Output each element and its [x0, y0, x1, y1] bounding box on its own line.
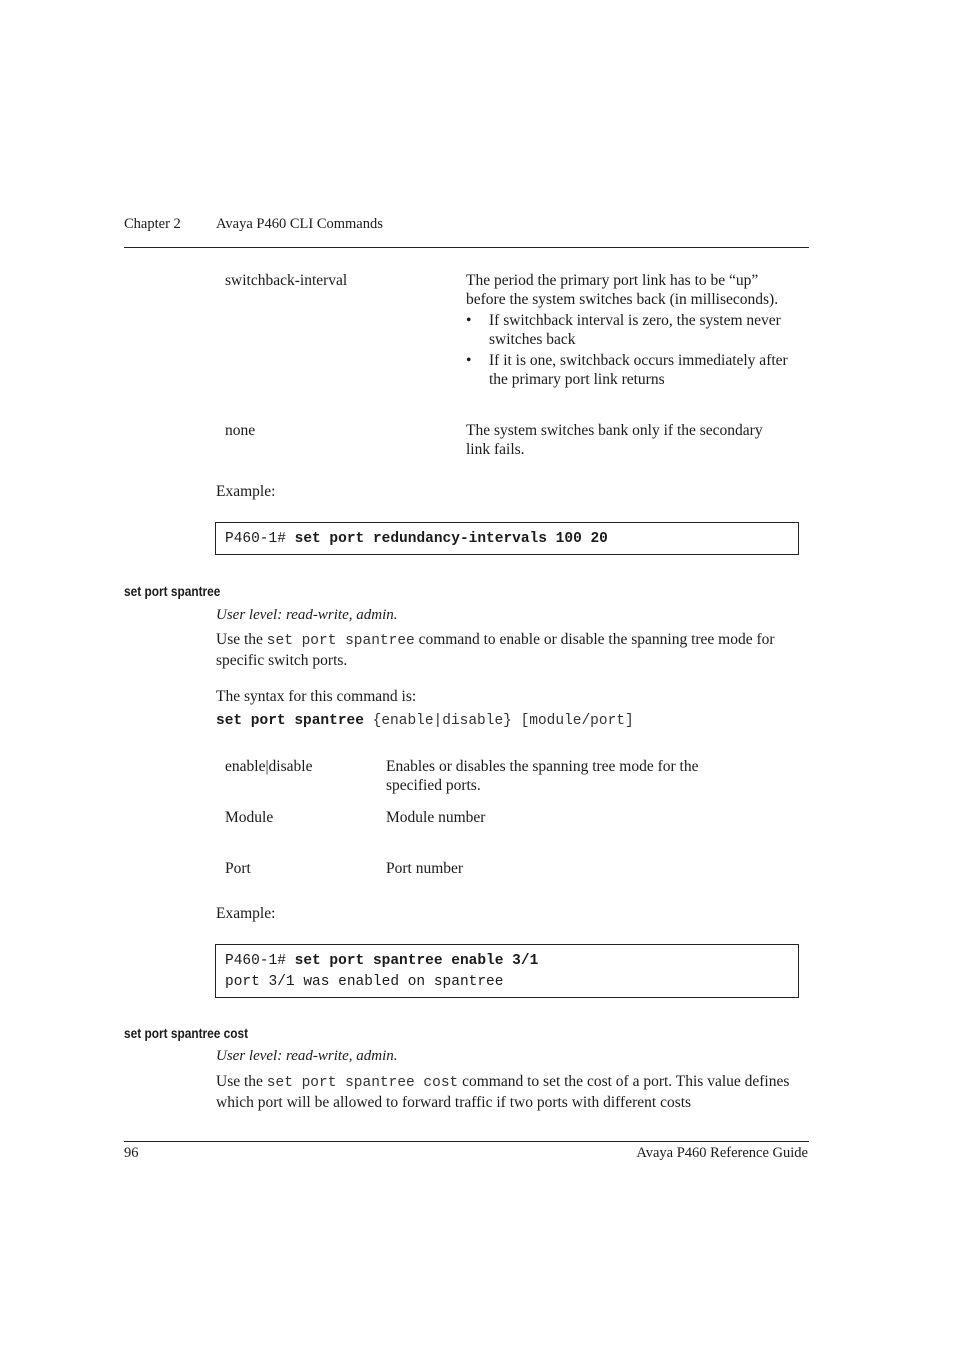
user-level-text: User level: read-write, admin.	[216, 1048, 398, 1064]
desc-prefix: Use the	[216, 1073, 267, 1090]
param-none: none	[225, 422, 256, 439]
header-title: Avaya P460 CLI Commands	[216, 216, 383, 232]
param-module-desc: Module number	[386, 809, 486, 826]
switchback-desc-text: The period the primary port link has to be “up” before the system switches back (in milliseconds).	[466, 272, 779, 308]
footer-guide-title: Avaya P460 Reference Guide	[636, 1145, 808, 1161]
code-command: set port redundancy-intervals 100 20	[294, 531, 608, 547]
code-prompt: P460-1#	[225, 953, 295, 969]
param-module: Module	[225, 809, 274, 826]
header-chapter: Chapter 2	[124, 216, 181, 232]
param-port: Port	[225, 860, 251, 877]
desc-prefix: Use the	[216, 631, 267, 648]
param-switchback-interval: switchback-interval	[225, 272, 348, 289]
bullet-item	[466, 351, 796, 389]
bullet-dot-icon: •	[466, 352, 472, 369]
example-label: Example:	[216, 483, 276, 500]
param-enable-disable-desc: Enables or disables the spanning tree mode for the specified ports.	[386, 758, 699, 794]
page-number: 96	[124, 1145, 139, 1161]
desc-inline-code: set port spantree cost	[266, 1075, 459, 1091]
example-label: Example:	[216, 905, 276, 922]
param-none-desc: The system switches bank only if the secondary link fails.	[466, 422, 763, 458]
footer-rule	[124, 1141, 809, 1142]
desc-suffix: command to enable or disable the spanning tree mode for specific switch ports.	[216, 631, 775, 669]
code-command: set port spantree enable 3/1	[294, 953, 539, 969]
section-heading: set port spantree cost	[124, 1026, 249, 1041]
header-rule	[124, 247, 809, 248]
code-output: port 3/1 was enabled on spantree	[225, 974, 504, 990]
syntax-args: {enable|disable} [module/port]	[363, 713, 634, 729]
bullet-dot-icon: •	[466, 312, 472, 329]
param-switchback-interval-desc	[466, 271, 796, 389]
section-heading: set port spantree	[124, 584, 221, 599]
syntax-command: set port spantree	[216, 713, 364, 729]
example-code-box	[215, 522, 799, 555]
user-level-text: User level: read-write, admin.	[216, 607, 398, 623]
syntax-line	[216, 713, 634, 729]
running-header	[124, 216, 181, 233]
desc-inline-code: set port spantree	[266, 633, 415, 649]
switchback-bullets	[466, 311, 796, 389]
bullet-text: If switchback interval is zero, the system never switches back	[489, 312, 781, 348]
param-enable-disable: enable|disable	[225, 758, 313, 775]
desc-suffix: command to set the cost of a port. This value defines which port will be allowed to forward traffic if two ports with different costs	[216, 1073, 790, 1111]
code-prompt: P460-1#	[225, 531, 295, 547]
bullet-text: If it is one, switchback occurs immediately after the primary port link returns	[489, 352, 788, 388]
section-description	[216, 630, 796, 670]
example-code-box	[215, 944, 799, 998]
param-port-desc: Port number	[386, 860, 464, 877]
syntax-intro: The syntax for this command is:	[216, 688, 417, 705]
section-description	[216, 1072, 808, 1112]
code-line	[225, 951, 789, 972]
bullet-item	[466, 311, 796, 349]
